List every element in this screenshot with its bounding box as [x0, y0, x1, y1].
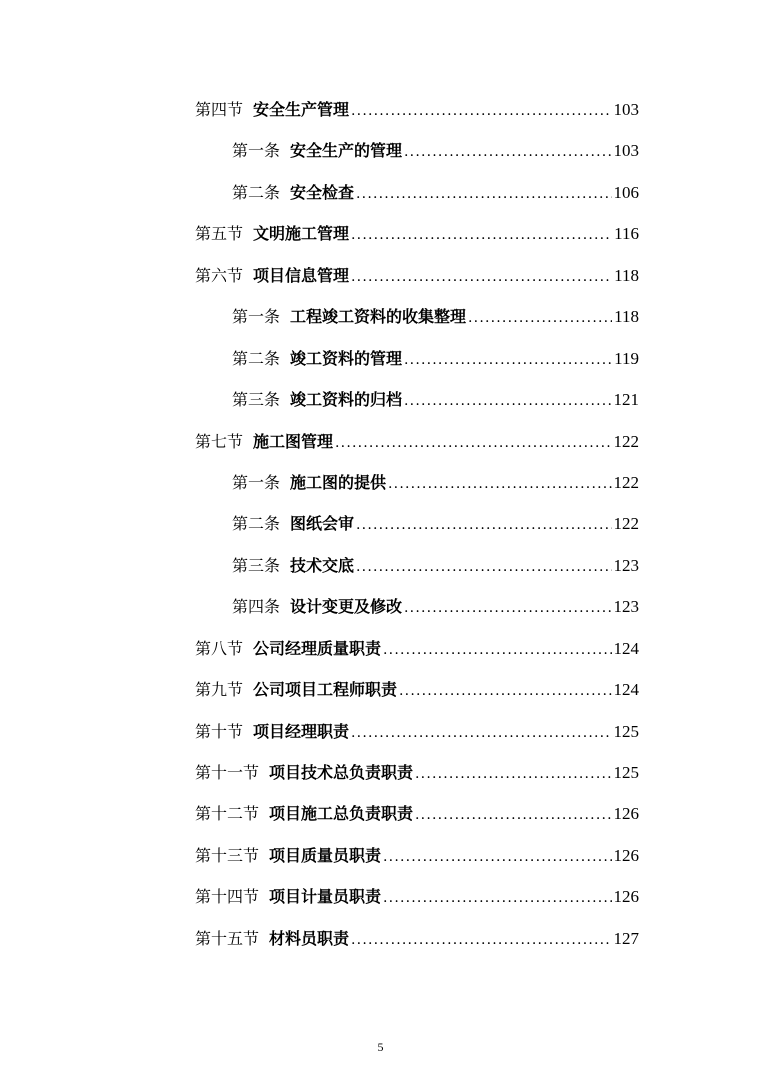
toc-section-number: 第一条 [232, 141, 281, 161]
toc-page-number: 122 [613, 472, 639, 492]
toc-entry[interactable] [0, 129, 761, 170]
toc-section-number: 第二条 [232, 182, 281, 202]
toc-page-number: 103 [613, 141, 639, 161]
toc-page-number: 118 [614, 265, 639, 285]
toc-dot-leader [356, 183, 611, 205]
toc-page-number: 106 [613, 182, 639, 202]
toc-section-number: 第七节 [195, 431, 244, 451]
toc-section-number: 第一条 [232, 472, 281, 492]
toc-dot-leader [404, 349, 612, 371]
toc-page-number: 124 [613, 680, 639, 700]
toc-entry[interactable] [0, 420, 761, 461]
toc-section-number: 第十节 [195, 721, 244, 741]
toc-page-number: 103 [613, 100, 639, 119]
toc-section-title: 图纸会审 [290, 514, 355, 534]
toc-entry[interactable] [0, 668, 761, 709]
toc-entry[interactable] [0, 627, 761, 668]
toc-dot-leader [383, 639, 611, 661]
toc-section-number: 第八节 [195, 638, 244, 658]
toc-entry[interactable] [0, 834, 761, 875]
toc-page-number: 119 [614, 348, 639, 368]
toc-entry[interactable] [0, 295, 761, 336]
toc-section-title: 安全生产的管理 [290, 141, 403, 161]
toc-section-number: 第十五节 [195, 928, 260, 948]
toc-dot-leader [351, 722, 611, 744]
toc-dot-leader [404, 597, 611, 619]
toc-section-title: 竣工资料的归档 [290, 390, 403, 410]
toc-section-number: 第三条 [232, 390, 281, 410]
toc-section-title: 竣工资料的管理 [290, 348, 403, 368]
footer-page-number: 5 [377, 1040, 384, 1054]
toc-page-number: 116 [614, 224, 639, 244]
toc-section-number: 第十三节 [195, 845, 260, 865]
toc-section-number: 第四条 [232, 597, 281, 617]
toc-entry[interactable] [0, 378, 761, 419]
toc-page-number: 122 [613, 431, 639, 451]
toc-section-title: 公司经理质量职责 [253, 638, 382, 658]
toc-entry[interactable] [0, 875, 761, 916]
toc-section-title: 项目技术总负责职责 [269, 763, 414, 782]
toc-section-number: 第十一节 [195, 763, 260, 782]
toc-dot-leader [351, 224, 612, 246]
toc-section-number: 第四节 [195, 100, 244, 119]
toc-section-number: 第一条 [232, 307, 281, 327]
toc-dot-leader [351, 929, 611, 951]
toc-page-number: 123 [613, 597, 639, 617]
toc-dot-leader [388, 473, 611, 495]
toc-section-title: 设计变更及修改 [290, 597, 403, 617]
toc-section-number: 第十四节 [195, 887, 260, 907]
toc-entry[interactable] [0, 751, 761, 792]
toc-dot-leader [335, 432, 611, 454]
toc-entry[interactable] [0, 461, 761, 502]
toc-section-title: 公司项目工程师职责 [253, 680, 398, 700]
toc-entry[interactable] [0, 254, 761, 295]
toc-dot-leader [351, 266, 612, 288]
toc-section-number: 第九节 [195, 680, 244, 700]
toc-entry[interactable] [0, 88, 761, 129]
toc-entry[interactable] [0, 544, 761, 585]
toc-section-number: 第五节 [195, 224, 244, 244]
table-of-contents [0, 88, 761, 958]
toc-entry[interactable] [0, 337, 761, 378]
toc-entry[interactable] [0, 171, 761, 212]
toc-section-title: 安全检查 [290, 182, 355, 202]
toc-section-title: 施工图管理 [253, 431, 334, 451]
toc-page-number: 122 [613, 514, 639, 534]
toc-section-title: 项目计量员职责 [269, 887, 382, 907]
toc-dot-leader [383, 846, 611, 868]
toc-dot-leader [404, 390, 611, 412]
toc-page-number: 126 [613, 845, 639, 865]
toc-entry[interactable] [0, 792, 761, 833]
toc-dot-leader [468, 307, 612, 329]
toc-dot-leader [404, 141, 611, 163]
toc-dot-leader [351, 100, 611, 122]
toc-section-title: 项目经理职责 [253, 721, 350, 741]
toc-page-number: 123 [613, 555, 639, 575]
toc-dot-leader [356, 556, 611, 578]
toc-section-number: 第二条 [232, 348, 281, 368]
toc-entry[interactable] [0, 710, 761, 751]
toc-page-number: 127 [613, 928, 639, 948]
toc-page-number: 125 [613, 721, 639, 741]
toc-entry[interactable] [0, 502, 761, 543]
toc-entry[interactable] [0, 212, 761, 253]
toc-section-title: 施工图的提供 [290, 472, 387, 492]
toc-section-title: 项目质量员职责 [269, 845, 382, 865]
toc-section-title: 材料员职责 [269, 928, 350, 948]
toc-section-number: 第三条 [232, 555, 281, 575]
toc-dot-leader [399, 680, 611, 702]
toc-section-number: 第六节 [195, 265, 244, 285]
toc-page-number: 126 [613, 887, 639, 907]
toc-entry[interactable] [0, 917, 761, 958]
toc-page-number: 125 [613, 763, 639, 782]
toc-entry[interactable] [0, 585, 761, 626]
toc-dot-leader [383, 887, 611, 909]
toc-section-title: 项目施工总负责职责 [269, 804, 414, 824]
toc-section-title: 安全生产管理 [253, 100, 350, 119]
toc-page-number: 124 [613, 638, 639, 658]
toc-page-number: 118 [614, 307, 639, 327]
toc-dot-leader [356, 514, 611, 536]
toc-dot-leader [415, 763, 611, 785]
toc-section-title: 技术交底 [290, 555, 355, 575]
toc-section-number: 第二条 [232, 514, 281, 534]
toc-page-number: 121 [613, 390, 639, 410]
toc-section-number: 第十二节 [195, 804, 260, 824]
toc-section-title: 工程竣工资料的收集整理 [290, 307, 467, 327]
toc-section-title: 项目信息管理 [253, 265, 350, 285]
toc-page-number: 126 [613, 804, 639, 824]
toc-section-title: 文明施工管理 [253, 224, 350, 244]
toc-dot-leader [415, 804, 611, 826]
